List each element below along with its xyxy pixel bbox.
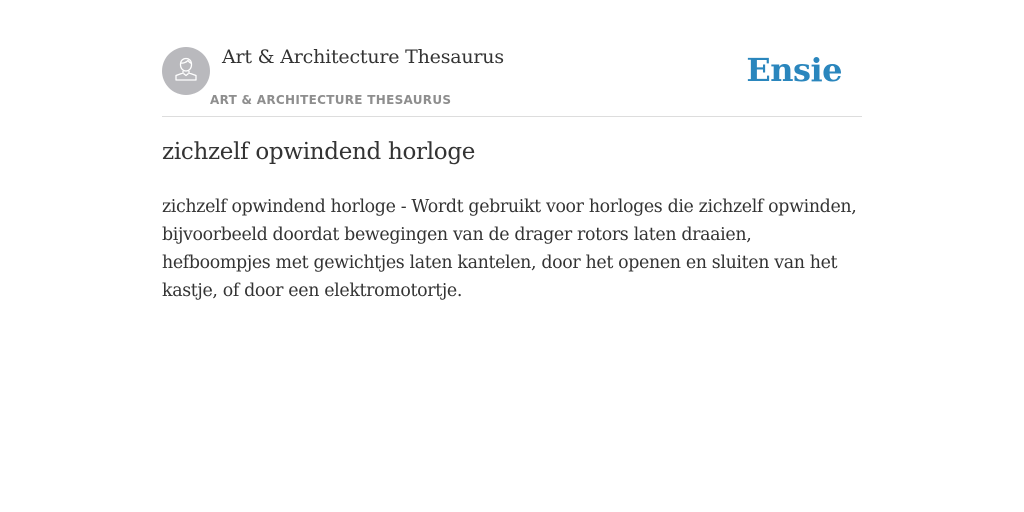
source-subtitle[interactable]: ART & ARCHITECTURE THESAURUS <box>210 93 452 107</box>
page-title: zichzelf opwindend horloge <box>162 139 476 165</box>
user-icon <box>171 54 201 89</box>
entry-header <box>162 44 862 117</box>
source-title[interactable]: Art & Architecture Thesaurus <box>222 46 504 68</box>
brand-logo[interactable]: Ensie <box>746 51 842 89</box>
definition-text: zichzelf opwindend horloge - Wordt gebruikt voor horloges die zichzelf opwinden, bijvoorbeeld doordat bewegingen van de drager rotors laten draaien, hefboompjes met gewichtjes laten kantelen, door het openen en sluiten van het kastje, of door een elektromotortje. <box>162 197 857 301</box>
avatar[interactable] <box>162 47 210 95</box>
